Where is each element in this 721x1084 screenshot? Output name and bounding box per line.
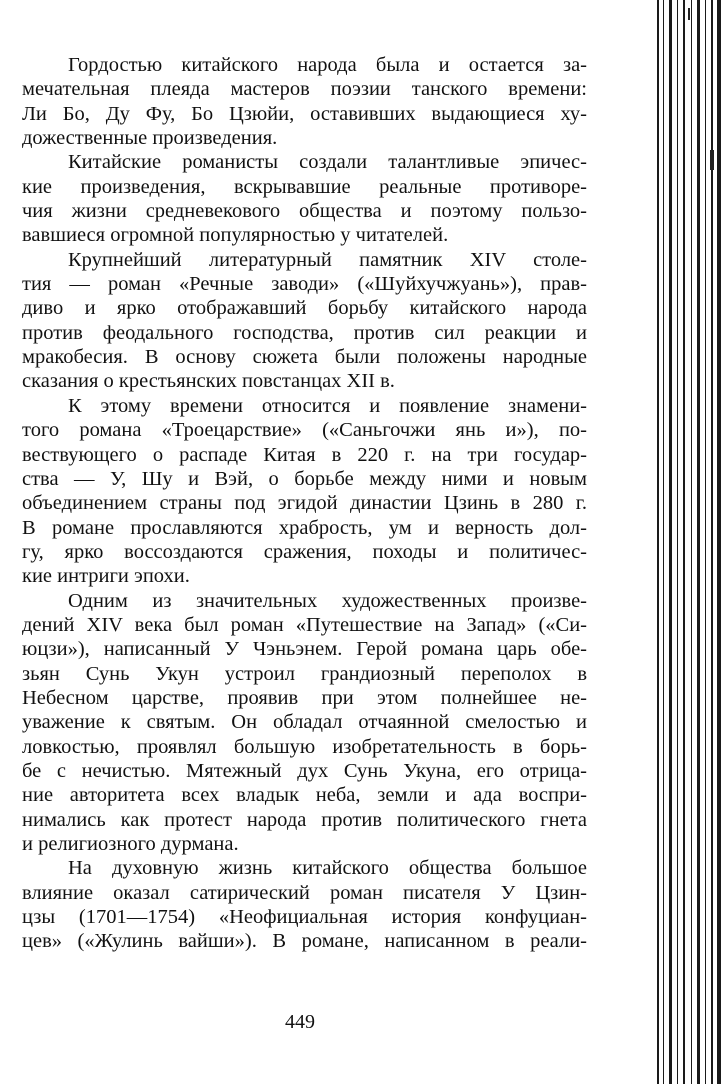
paragraph: [22, 856, 587, 953]
text-line: тия — роман «Речные заводи» («Шуйхучжуань»), прав-: [22, 273, 587, 296]
text-line: Крупнейший литературный памятник XIV столе-: [68, 248, 587, 271]
text-line: дожественные произведения.: [22, 127, 278, 150]
text-line: дений XIV века был роман «Путешествие на Запад» («Си-: [22, 613, 587, 636]
text-line: Гордостью китайского народа была и остается за-: [68, 54, 587, 76]
text-line: нимались как протест народа против политического гнета: [22, 808, 587, 831]
text-line: уважение к святым. Он обладал отчаянной смелостью и: [22, 711, 587, 734]
paragraph: [22, 53, 587, 150]
text-line: цев» («Жулинь вайши»). В романе, написанном в реали-: [22, 930, 587, 953]
text-line: цзы (1701—1754) «Неофициальная история конфуциан-: [22, 906, 587, 929]
text-line: объединением страны под эгидой династии Цзинь в 280 г.: [22, 492, 587, 515]
paragraph: [22, 589, 587, 857]
text-line: против феодального господства, против сил реакции и: [22, 321, 587, 344]
text-line: В романе прославляются храбрость, ум и верность дол-: [22, 516, 587, 539]
text-line: вавшиеся огромной популярностью у читателей.: [22, 224, 449, 247]
scan-mark: [688, 8, 690, 20]
page-number: 449: [285, 1011, 315, 1033]
text-line: ства — У, Шу и Вэй, о борьбе между ними и новым: [22, 467, 587, 490]
text-line: вествующего о распаде Китая в 220 г. на три государ-: [22, 443, 587, 466]
text-line: К этому времени относится и появление знамени-: [68, 394, 587, 417]
text-line: сказания о крестьянских повстанцах XII в.: [22, 370, 395, 393]
text-line: гу, ярко воссоздаются сражения, походы и политичес-: [22, 540, 587, 563]
text-line: ловкостью, проявлял большую изобретательность в борь-: [22, 735, 587, 758]
paragraph: [22, 150, 587, 247]
text-line: кие произведения, вскрывавшие реальные противоре-: [22, 175, 587, 198]
text-line: чия жизни средневекового общества и поэтому пользо-: [22, 200, 587, 223]
text-line: и религиозного дурмана.: [22, 833, 239, 855]
text-line: кие интриги эпохи.: [22, 565, 190, 588]
scan-mark: [710, 150, 714, 170]
paragraph: [22, 248, 587, 394]
text-line: На духовную жизнь китайского общества большое: [68, 857, 587, 880]
paragraph: [22, 394, 587, 589]
text-line: диво и ярко отображавший борьбу китайского народа: [22, 297, 587, 320]
text-line: мракобесия. В основу сюжета были положены народные: [22, 346, 587, 369]
text-line: зьян Сунь Укун устроил грандиозный переполох в: [22, 662, 587, 685]
text-line: Небесном царстве, проявив при этом полнейшее не-: [22, 686, 587, 709]
text-line: Ли Бо, Ду Фу, Бо Цзюйи, оставивших выдающиеся ху-: [22, 102, 587, 125]
text-line: того романа «Троецарствие» («Саньгочжи янь и»), по-: [22, 419, 587, 442]
text-line: Китайские романисты создали талантливые эпичес-: [68, 151, 587, 174]
text-line: юцзи»), написанный У Чэньэнем. Герой романа царь обе-: [22, 638, 587, 661]
body-text: [22, 53, 587, 954]
text-line: Одним из значительных художественных произве-: [68, 589, 587, 612]
text-line: влияние оказал сатирический роман писателя У Цзин-: [22, 881, 587, 904]
text-line: бе с нечистью. Мятежный дух Сунь Укуна, его отрица-: [22, 759, 587, 782]
text-line: мечательная плеяда мастеров поэзии танского времени:: [22, 78, 587, 101]
text-line: ние авторитета всех владык неба, земли и ада воспри-: [22, 784, 587, 807]
